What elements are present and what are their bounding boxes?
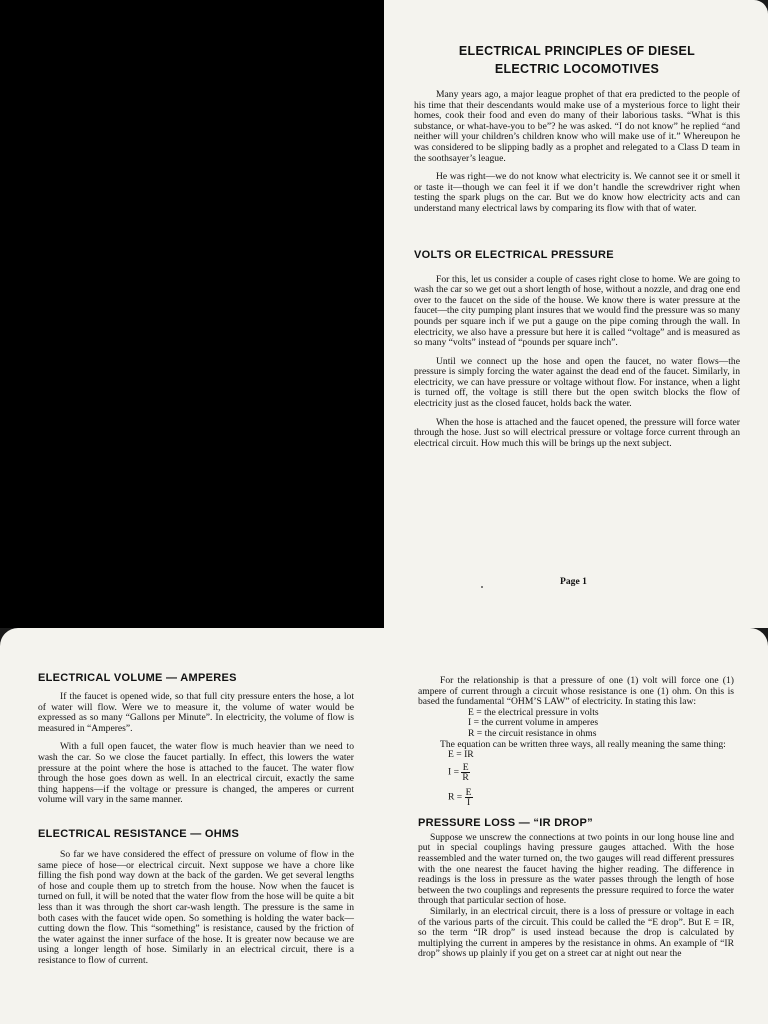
ohms-law-intro: For the relationship is that a pressure of one (1) volt will force one (1) ampere of current through a circuit whose resistance is one (1) ohm. On this is based the fundamental “OHM’S LAW” of electricity. In stating this law:	[418, 675, 734, 708]
law-line-r: R = the circuit resistance in ohms	[468, 727, 597, 739]
equation-i	[418, 763, 734, 782]
document-title-line-1: ELECTRICAL PRINCIPLES OF DIESEL	[458, 44, 696, 58]
volts-paragraph-3: When the hose is attached and the faucet opened, the pressure will force water through the hose. Just so will electrical pressure or voltage force current through an electrical circuit. How much this will be brings up the next subject.	[414, 416, 740, 449]
volts-paragraph-2: Until we connect up the hose and open the faucet, no water flows—the pressure is simply forcing the water against the dead end of the faucet. Similarly, in electricity, we can have pressure or voltage without flow. For instance, when a light is turned off, the voltage is still there but the open switch blocks the flow of electricity just as the closed faucet, holds back the water.	[414, 355, 740, 410]
equation-i-lhs: I =	[448, 766, 460, 778]
intro-paragraph-1: Many years ago, a major league prophet of that era predicted to the people of his time that their descendants would make use of a mysterious force to light their homes, cook their food and even do many of their laborious tasks. “What is this substance, or what-have-you to be”? he was asked. “I do not know” he replied “and neither will your children’s children know who will make use of it.” Whereupon he was considered to be slipping badly as a prophet and relegated to a Class D team in the soothsayer’s league.	[414, 89, 740, 164]
amperes-paragraph-2: With a full open faucet, the water flow is much heavier than we need to wash the car. So we close the faucet partially. In effect, this lowers the water pressure at the point where the hose is attached to the faucet. The water flow through the hose goes down as well. In an electrical circuit, exactly the same thing happens—if the voltage or pressure is changed, the amperes or current volume will vary in the same manner.	[38, 741, 354, 806]
law-line-e: E = the electrical pressure in volts	[468, 706, 599, 718]
volts-paragraph-1: For this, let us consider a couple of cases right close to home. We are going to wash the car so we get out a short length of hose, without a nozzle, and drag one end over to the faucet on the side of the house. We know there is water pressure at the faucet—the city pumping plant insures that we would find the pressure was so many pounds per square inch if we put a gauge on the pipe coming through the wall. In electricity, we also have a pressure but here it is called “voltage” and is measured as so many “volts” instead of “pounds per square inch”.	[414, 273, 740, 349]
page-1-column	[414, 42, 740, 457]
document-title-line-2: ELECTRIC LOCOMOTIVES	[494, 62, 660, 76]
equation-intro: The equation can be written three ways, all really meaning the same thing:	[440, 738, 726, 750]
pressure-loss-heading: PRESSURE LOSS — “IR DROP”	[418, 816, 593, 829]
equation-r	[418, 788, 734, 807]
fraction-denominator: R	[462, 771, 469, 783]
intro-paragraph-2: He was right—we do not know what electricity is. We cannot see it or smell it or taste it—though we can feel it if we don’t handle the screwdriver right when testing the spark plugs on the car. But we do know how electricity acts and can understand many electrical laws by comparing its flow with that of water.	[414, 171, 740, 214]
document-page-2	[0, 628, 384, 1024]
amperes-heading: ELECTRICAL VOLUME — AMPERES	[38, 672, 237, 684]
equation-r-fraction	[465, 788, 473, 807]
speck	[481, 586, 483, 588]
pressure-loss-paragraph-2: Similarly, in an electrical circuit, there is a loss of pressure or voltage in each of the various parts of the circuit. This could be called the “E drop”. But E = IR, so the term “IR drop” is used instead because the drop is calculated by multiplying the current in amperes by the resistance in ohms. An example of “IR drop” shows up plainly if you get on a street car at night out near the	[418, 905, 734, 960]
equation-i-fraction	[461, 763, 469, 782]
ohms-paragraph-1: So far we have considered the effect of pressure on volume of flow in the same piece of hose—or electrical circuit. Next suppose we have a chore like filling the fish pond way down at the back of the garden. We get several lengths of hose and couple them up to stretch from the house. Now when the faucet is turned on full, it will be noted that the water flow from the hose will be quite a bit less than it was through the short car-wash length. The pressure is the same in both cases with the faucet wide open. So something is holding the water back—cutting down the flow. This “something” is resistance, caused by the friction of the water against the inner surface of the hose. It is greater now because we are using a longer length of hose. Similarly in an electrical circuit, there is a resistance to flow of current.	[38, 848, 354, 966]
law-line-i: I = the current volume in amperes	[468, 717, 599, 729]
document-page-1	[384, 0, 768, 628]
equation-e: E = IR	[448, 749, 474, 761]
fraction-numerator: E	[462, 761, 469, 773]
page-2-column	[38, 672, 354, 974]
page-3-column	[418, 676, 734, 968]
page-number: Page 1	[560, 576, 587, 587]
scanner-black-area	[0, 0, 384, 628]
amperes-paragraph-1: If the faucet is opened wide, so that full city pressure enters the hose, a lot of water will flow. Were we to measure it, the volume of water would be expressed as so many “Gallons per Minute”. In electricity, the volume of flow is measured in “Amperes”.	[38, 691, 354, 734]
ohms-heading: ELECTRICAL RESISTANCE — OHMS	[38, 827, 240, 840]
fraction-denominator: I	[466, 796, 471, 808]
fraction-numerator: E	[465, 786, 472, 798]
pressure-loss-paragraph-1: Suppose we unscrew the connections at two points in our long house line and put in special couplings having pressure gauges attached. With the hose reassembled and the water turned on, the two gauges will read different pressures with the one nearest the faucet having the higher reading. The difference in readings is the loss in pressure as the water passes through the length of hose between the two couplings and represents the pressure required to force the water through that particular section of hose.	[418, 831, 734, 907]
document-page-3	[384, 628, 768, 1024]
equation-r-lhs: R =	[448, 791, 463, 803]
volts-heading: VOLTS OR ELECTRICAL PRESSURE	[414, 248, 614, 261]
